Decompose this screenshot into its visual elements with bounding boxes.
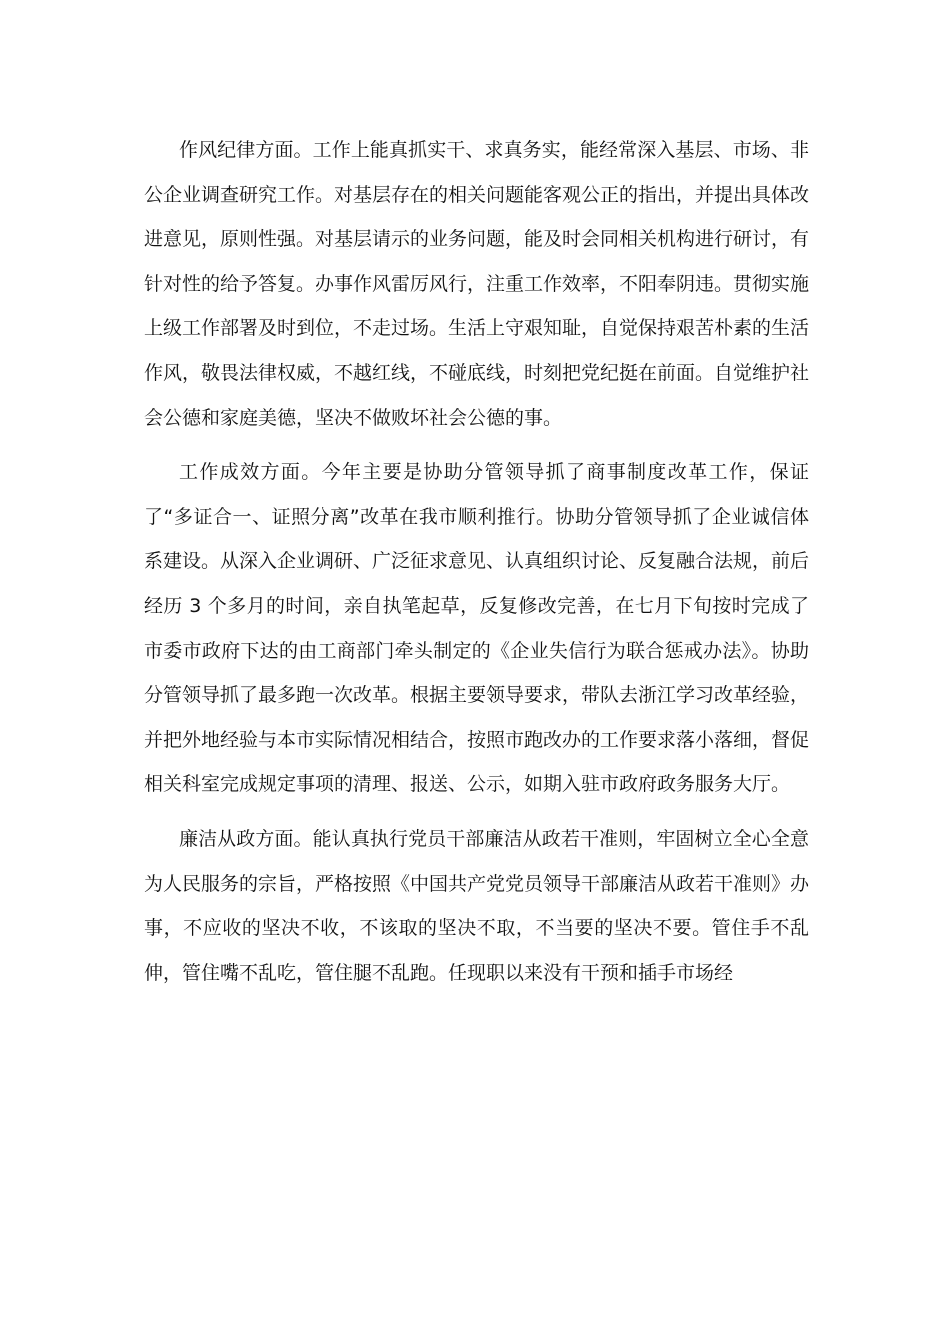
paragraph-work-style-discipline: 作风纪律方面。工作上能真抓实干、求真务实，能经常深入基层、市场、非公企业调查研究工作。对基层存在的相关问题能客观公正的指出，并提出具体改进意见，原则性强。对基层请示的业务问题，能及时会同相关机构进行研讨，有针对性的给予答复。办事作风雷厉风行，注重工作效率，不阳奉阴违。贯彻实施上级工作部署及时到位，不走过场。生活上守艰知耻，自觉保持艰苦朴素的生活作风，敬畏法律权威，不越红线，不碰底线，时刻把党纪挺在前面。自觉维护社会公德和家庭美德，坚决不做败坏社会公德的事。	[144, 139, 810, 429]
document-body	[144, 128, 809, 1005]
paragraph-work-results: 工作成效方面。今年主要是协助分管领导抓了商事制度改革工作，保证了“多证合一、证照分离”改革在我市顺利推行。协助分管领导抓了企业诚信体系建设。从深入企业调研、广泛征求意见、认真组织讨论、反复融合法规，前后经历 3 个多月的时间，亲自执笔起草，反复修改完善，在七月下旬按时完成了市委市政府下达的由工商部门牵头制定的《企业失信行为联合惩戒办法》。协助分管领导抓了最多跑一次改革。根据主要领导要求，带队去浙江学习改革经验，并把外地经验与本市实际情况相结合，按照市跑改办的工作要求落小落细，督促相关科室完成规定事项的清理、报送、公示，如期入驻市政府政务服务大厅。	[144, 461, 810, 796]
paragraph-integrity: 廉洁从政方面。能认真执行党员干部廉洁从政若干准则，牢固树立全心全意为人民服务的宗旨，严格按照《中国共产党党员领导干部廉洁从政若干准则》办事，不应收的坚决不收，不该取的坚决不取，不当要的坚决不要。管住手不乱伸，管住嘴不乱吃，管住腿不乱跑。任现职以来没有干预和插手市场经	[144, 827, 810, 984]
